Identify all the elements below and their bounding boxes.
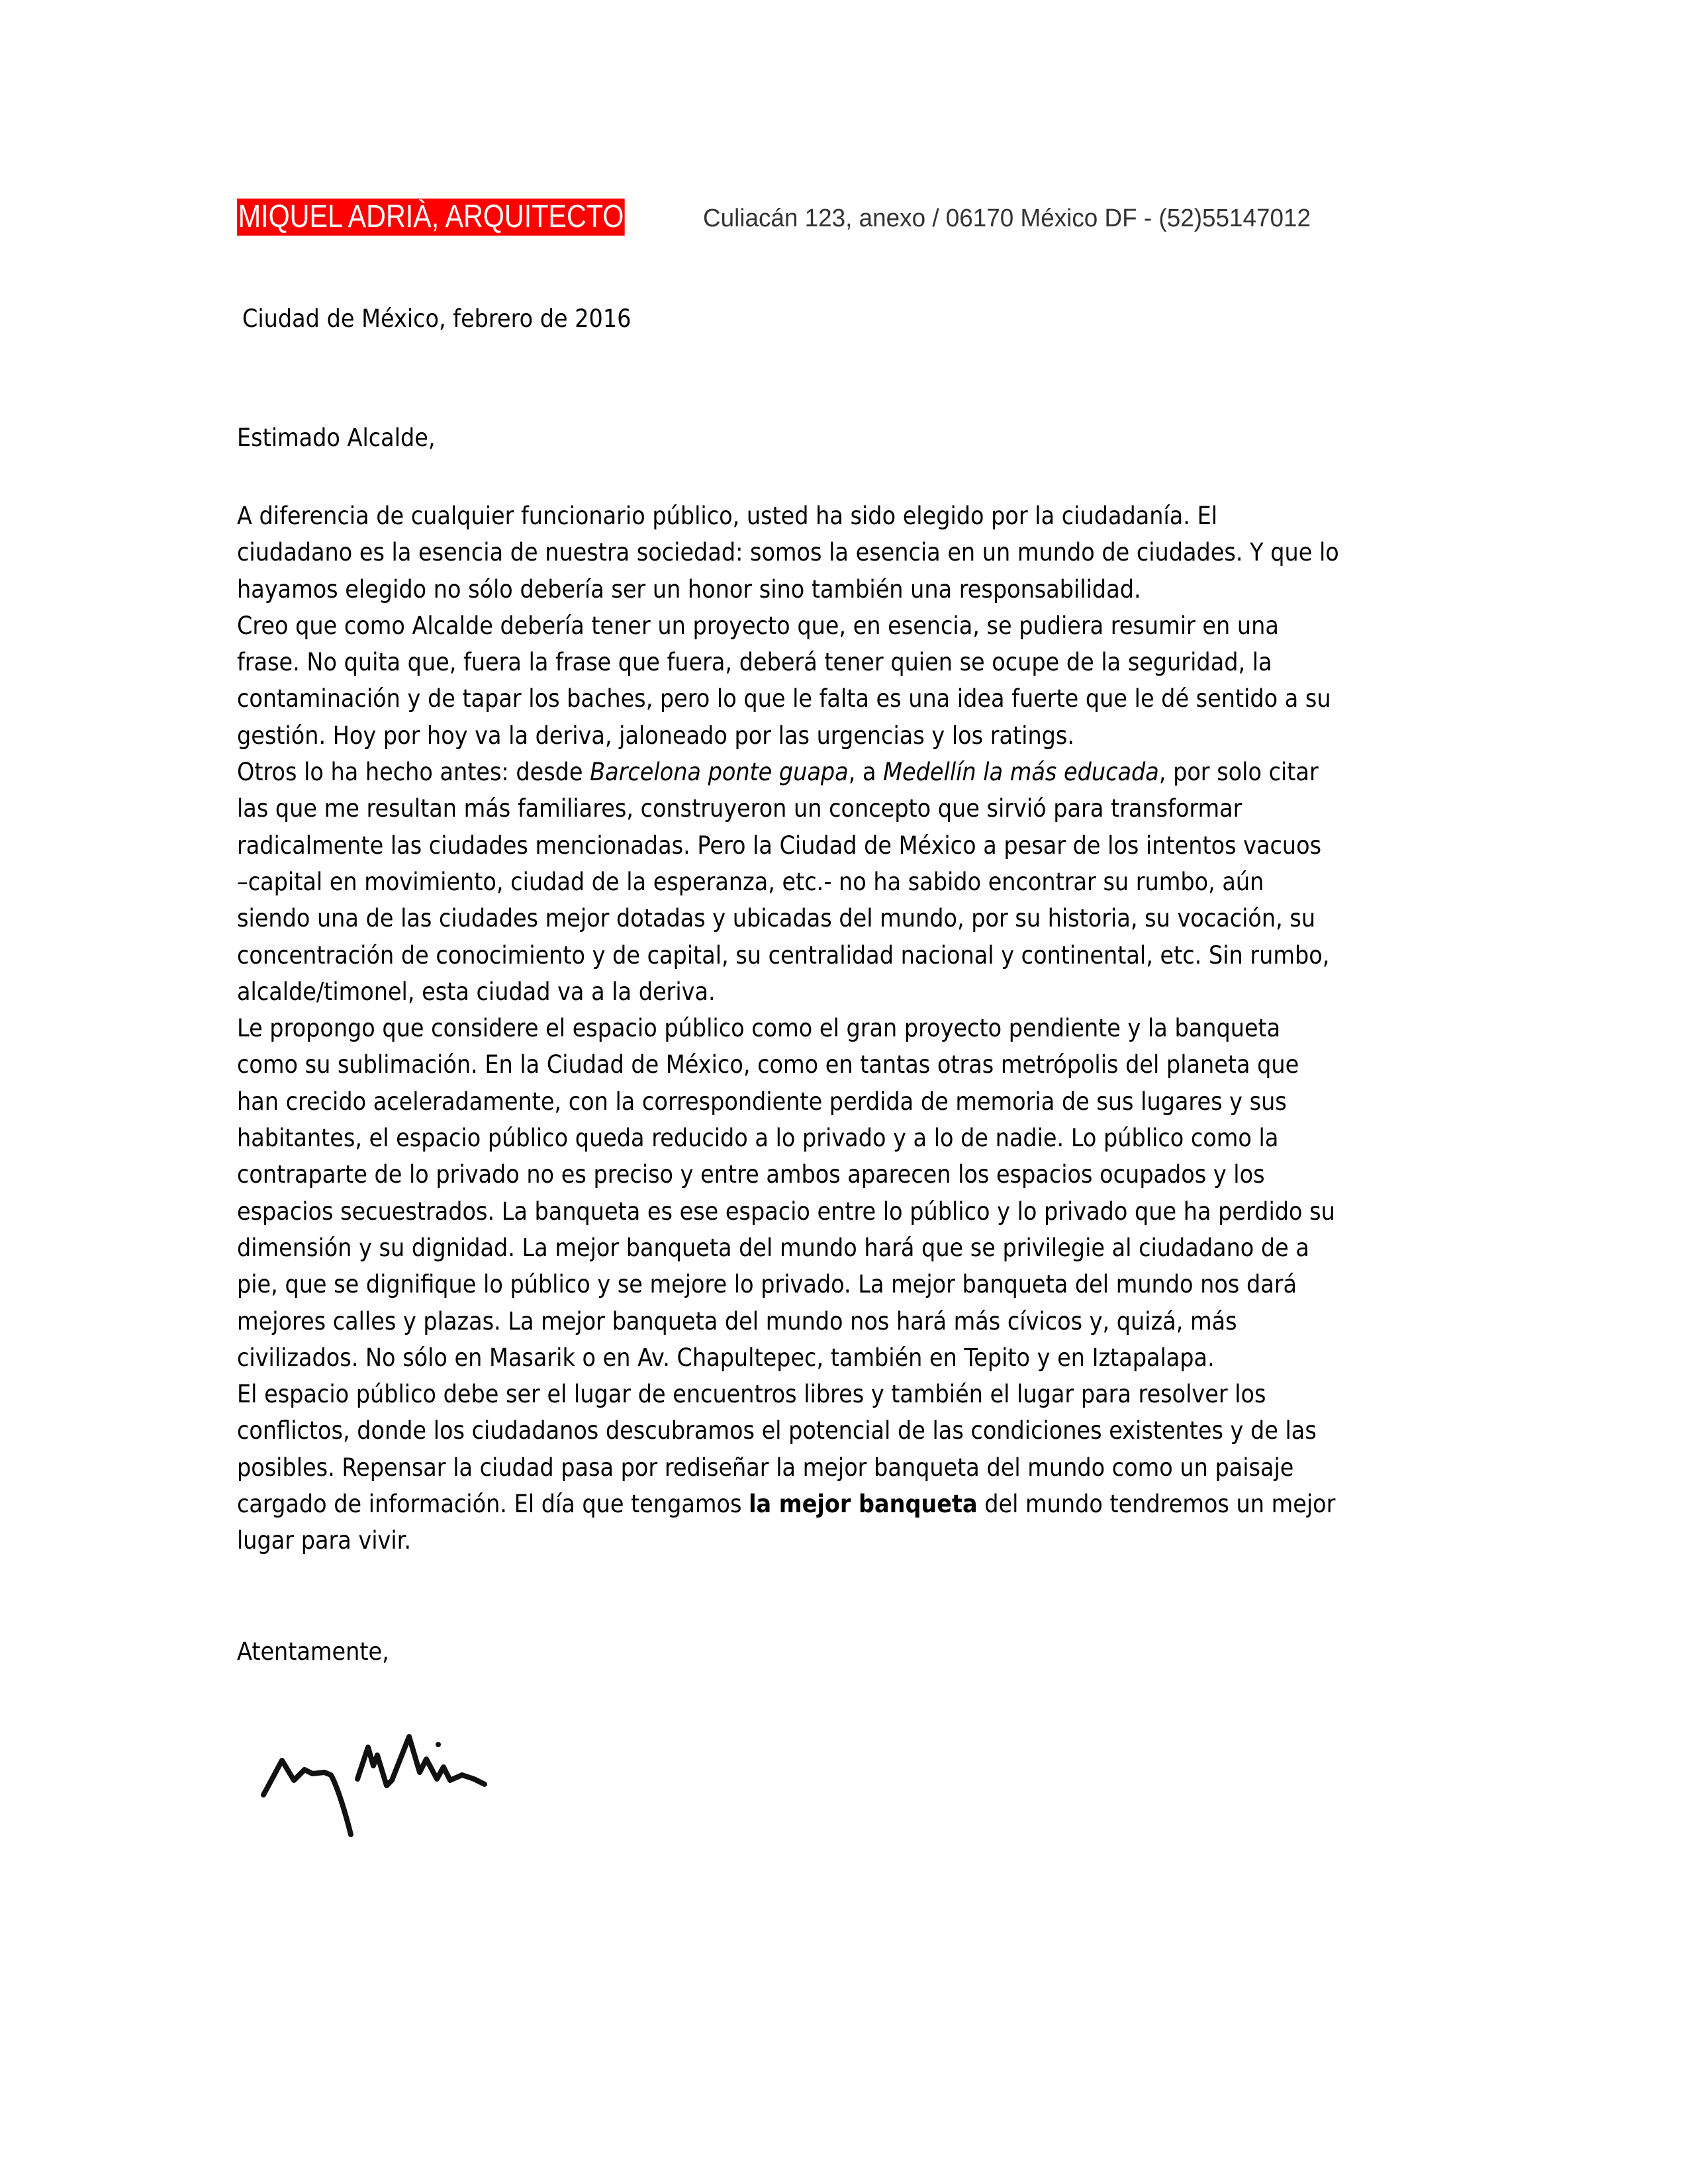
body-line-with-bold: [237, 1486, 1339, 1522]
body-line: conflictos, donde los ciudadanos descubramos el potencial de las condiciones existentes y de las: [237, 1416, 1317, 1445]
body-line: concentración de conocimiento y de capital, su centralidad nacional y continental, etc. Sin rumbo,: [237, 940, 1330, 970]
letterhead-address: Culiacán 123, anexo / 06170 México DF - (52)55147012: [703, 205, 1311, 232]
body-line: siendo una de las ciudades mejor dotadas y ubicadas del mundo, por su historia, su vocación, su: [237, 904, 1316, 933]
bold-phrase: la mejor banqueta: [749, 1490, 978, 1519]
letterhead-name: MIQUEL ADRIÀ, ARQUITECTO: [238, 199, 624, 234]
body-line-with-italics: [237, 754, 1339, 790]
body-line: contraparte de lo privado no es preciso y entre ambos aparecen los espacios ocupados y los: [237, 1160, 1265, 1189]
body-text: Otros lo ha hecho antes: desde: [237, 758, 590, 787]
body-line: El espacio público debe ser el lugar de encuentros libres y también el lugar para resolver los: [237, 1380, 1266, 1409]
body-line: gestión. Hoy por hoy va la deriva, jaloneado por las urgencias y los ratings.: [237, 721, 1075, 750]
body-line: contaminación y de tapar los baches, pero lo que le falta es una idea fuerte que le dé sentido a su: [237, 684, 1331, 713]
italic-phrase-barcelona: Barcelona ponte guapa: [590, 758, 849, 787]
body-line: posibles. Repensar la ciudad pasa por rediseñar la mejor banqueta del mundo como un paisaje: [237, 1453, 1294, 1482]
body-line: han crecido aceleradamente, con la correspondiente perdida de memoria de sus lugares y sus: [237, 1087, 1287, 1116]
body-line: pie, que se dignifique lo público y se mejore lo privado. La mejor banqueta del mundo nos dará: [237, 1270, 1297, 1299]
body-line: como su sublimación. En la Ciudad de México, como en tantas otras metrópolis del planeta que: [237, 1050, 1299, 1079]
body-text: , por solo citar: [1158, 758, 1319, 787]
body-line: hayamos elegido no sólo debería ser un honor sino también una responsabilidad.: [237, 574, 1141, 604]
body-text: , a: [848, 758, 884, 787]
body-line: ciudadano es la esencia de nuestra sociedad: somos la esencia en un mundo de ciudades. Y que lo: [237, 538, 1339, 567]
body-line: habitantes, el espacio público queda reducido a lo privado y a lo de nadie. Lo público como la: [237, 1124, 1279, 1153]
body-line: Le propongo que considere el espacio público como el gran proyecto pendiente y la banqueta: [237, 1014, 1281, 1043]
body-text: del mundo tendremos un mejor: [977, 1490, 1336, 1519]
body-line: frase. No quita que, fuera la frase que fuera, deberá tener quien se ocupe de la seguridad, la: [237, 648, 1272, 677]
body-line: mejores calles y plazas. La mejor banqueta del mundo nos hará más cívicos y, quizá, más: [237, 1306, 1237, 1336]
italic-phrase-medellin: Medellín la más educada: [883, 758, 1159, 787]
body-line: radicalmente las ciudades mencionadas. Pero la Ciudad de México a pesar de los intentos vacuos: [237, 831, 1322, 860]
closing: Atentamente,: [237, 1637, 389, 1666]
body-line: A diferencia de cualquier funcionario público, usted ha sido elegido por la ciudadanía. El: [237, 502, 1218, 530]
body-line: las que me resultan más familiares, construyeron un concepto que sirvió para transformar: [237, 794, 1243, 823]
body-line: espacios secuestrados. La banqueta es ese espacio entre lo público y lo privado que ha perdido su: [237, 1197, 1335, 1226]
body-line: alcalde/timonel, esta ciudad va a la deriva.: [237, 977, 716, 1006]
body-line: Creo que como Alcalde debería tener un proyecto que, en esencia, se pudiera resumir en una: [237, 611, 1279, 640]
body-line: lugar para vivir.: [237, 1526, 412, 1555]
body-text: cargado de información. El día que tengamos: [237, 1490, 749, 1519]
body-line: dimensión y su dignidad. La mejor banqueta del mundo hará que se privilegie al ciudadano de a: [237, 1233, 1309, 1262]
handwritten-signature-icon: [238, 1681, 583, 1853]
body-line: –capital en movimiento, ciudad de la esperanza, etc.- no ha sabido encontrar su rumbo, aún: [237, 867, 1264, 896]
body-line: civilizados. No sólo en Masarik o en Av. Chapultepec, también en Tepito y en Iztapalapa.: [237, 1343, 1215, 1372]
dateline: Ciudad de México, febrero de 2016: [242, 304, 632, 333]
letter-body: [237, 498, 1339, 1559]
salutation: Estimado Alcalde,: [237, 424, 436, 452]
